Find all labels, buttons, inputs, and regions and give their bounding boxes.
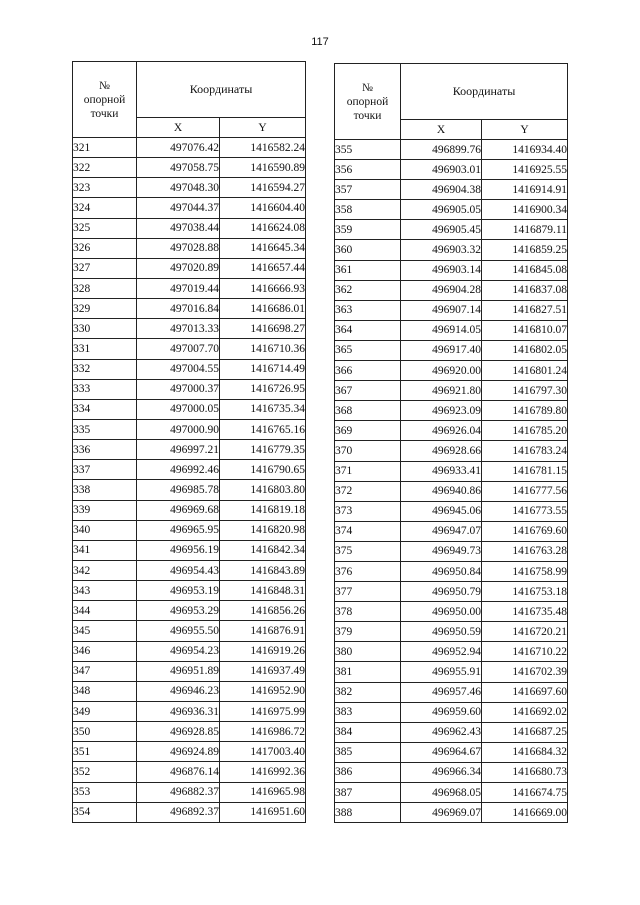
x-coordinate-cell: 496954.43	[137, 560, 220, 580]
y-coordinate-cell: 1416710.22	[482, 642, 568, 662]
point-number-cell: 365	[335, 340, 401, 360]
table-row	[335, 481, 568, 501]
table-row	[335, 180, 568, 200]
y-coordinate-cell: 1416783.24	[482, 441, 568, 461]
x-coordinate-cell: 496928.66	[401, 441, 482, 461]
x-coordinate-cell: 496923.09	[401, 401, 482, 421]
table-body-left	[73, 138, 306, 823]
point-number-cell: 370	[335, 441, 401, 461]
table-row	[73, 399, 306, 419]
x-coordinate-cell: 496954.23	[137, 641, 220, 661]
point-number-cell: 349	[73, 701, 137, 721]
table-row	[335, 200, 568, 220]
y-coordinate-cell: 1416879.11	[482, 220, 568, 240]
table-row	[335, 401, 568, 421]
table-row	[335, 682, 568, 702]
y-coordinate-cell: 1416789.80	[482, 401, 568, 421]
header-point-word: опорной	[346, 95, 389, 108]
y-coordinate-cell: 1416801.24	[482, 361, 568, 381]
x-coordinate-cell: 496965.95	[137, 520, 220, 540]
x-coordinate-cell: 496899.76	[401, 140, 482, 160]
table-row	[335, 642, 568, 662]
table-row	[335, 220, 568, 240]
table-row	[335, 501, 568, 521]
table-row	[73, 158, 306, 178]
y-coordinate-cell: 1416859.25	[482, 240, 568, 260]
y-coordinate-cell: 1416992.36	[220, 762, 306, 782]
x-coordinate-cell: 496921.80	[401, 381, 482, 401]
x-coordinate-cell: 496950.00	[401, 602, 482, 622]
x-coordinate-cell: 496945.06	[401, 501, 482, 521]
point-number-cell: 371	[335, 461, 401, 481]
x-coordinate-cell: 496950.79	[401, 582, 482, 602]
table-row	[335, 662, 568, 682]
point-number-cell: 336	[73, 440, 137, 460]
point-number-cell: 330	[73, 319, 137, 339]
x-coordinate-cell: 497004.55	[137, 359, 220, 379]
y-coordinate-cell: 1416856.26	[220, 601, 306, 621]
y-coordinate-cell: 1416758.99	[482, 561, 568, 581]
table-row	[73, 480, 306, 500]
table-row	[73, 701, 306, 721]
table-row	[335, 280, 568, 300]
x-coordinate-cell: 496955.50	[137, 621, 220, 641]
table-row	[335, 803, 568, 823]
table-row	[73, 238, 306, 258]
y-coordinate-cell: 1416790.65	[220, 460, 306, 480]
y-coordinate-cell: 1416669.00	[482, 803, 568, 823]
point-number-cell: 360	[335, 240, 401, 260]
x-coordinate-cell: 496952.94	[401, 642, 482, 662]
y-coordinate-cell: 1416951.60	[220, 802, 306, 822]
x-coordinate-cell: 496956.19	[137, 540, 220, 560]
header-points-word: точки	[353, 109, 382, 122]
y-coordinate-cell: 1416900.34	[482, 200, 568, 220]
y-coordinate-cell: 1416714.49	[220, 359, 306, 379]
y-coordinate-cell: 1416765.16	[220, 419, 306, 439]
x-coordinate-cell: 496951.89	[137, 661, 220, 681]
point-number-cell: 363	[335, 300, 401, 320]
table-row	[73, 500, 306, 520]
x-coordinate-cell: 496950.84	[401, 561, 482, 581]
y-coordinate-cell: 1416710.36	[220, 339, 306, 359]
point-number-cell: 333	[73, 379, 137, 399]
y-coordinate-cell: 1416876.91	[220, 621, 306, 641]
y-coordinate-cell: 1416797.30	[482, 381, 568, 401]
y-coordinate-cell: 1416763.28	[482, 541, 568, 561]
table-row	[73, 621, 306, 641]
point-number-cell: 322	[73, 158, 137, 178]
point-number-cell: 358	[335, 200, 401, 220]
point-number-cell: 350	[73, 722, 137, 742]
x-coordinate-cell: 496959.60	[401, 702, 482, 722]
x-coordinate-cell: 496940.86	[401, 481, 482, 501]
table-row	[73, 339, 306, 359]
point-number-cell: 334	[73, 399, 137, 419]
x-coordinate-cell: 496964.67	[401, 742, 482, 762]
header-number-sign: №	[99, 79, 110, 92]
point-number-cell: 367	[335, 381, 401, 401]
x-coordinate-cell: 496947.07	[401, 521, 482, 541]
point-number-cell: 380	[335, 642, 401, 662]
x-header: X	[137, 118, 220, 138]
y-coordinate-cell: 1416769.60	[482, 521, 568, 541]
point-number-cell: 328	[73, 278, 137, 298]
x-coordinate-cell: 497016.84	[137, 299, 220, 319]
y-coordinate-cell: 1416674.75	[482, 783, 568, 803]
point-number-cell: 377	[335, 582, 401, 602]
x-coordinate-cell: 497007.70	[137, 339, 220, 359]
point-number-cell: 329	[73, 299, 137, 319]
point-number-cell: 382	[335, 682, 401, 702]
table-row	[73, 178, 306, 198]
y-coordinate-cell: 1416810.07	[482, 320, 568, 340]
x-coordinate-cell: 496907.14	[401, 300, 482, 320]
point-number-cell: 347	[73, 661, 137, 681]
point-number-cell: 348	[73, 681, 137, 701]
point-number-cell: 326	[73, 238, 137, 258]
table-row	[73, 722, 306, 742]
y-coordinate-cell: 1416773.55	[482, 501, 568, 521]
table-row	[73, 782, 306, 802]
point-number-cell: 327	[73, 258, 137, 278]
point-number-cell: 362	[335, 280, 401, 300]
x-coordinate-cell: 496917.40	[401, 340, 482, 360]
y-coordinate-cell: 1416697.60	[482, 682, 568, 702]
y-coordinate-cell: 1416937.49	[220, 661, 306, 681]
table-row	[73, 278, 306, 298]
table-row	[335, 441, 568, 461]
y-coordinate-cell: 1416604.40	[220, 198, 306, 218]
y-coordinate-cell: 1416590.89	[220, 158, 306, 178]
x-coordinate-cell: 496924.89	[137, 742, 220, 762]
table-row	[73, 198, 306, 218]
x-coordinate-cell: 496903.14	[401, 260, 482, 280]
x-coordinate-cell: 496985.78	[137, 480, 220, 500]
x-coordinate-cell: 496882.37	[137, 782, 220, 802]
x-coordinate-cell: 496892.37	[137, 802, 220, 822]
table-row	[335, 783, 568, 803]
coordinates-table-left	[72, 61, 306, 823]
y-coordinate-cell: 1416934.40	[482, 140, 568, 160]
table-row	[73, 762, 306, 782]
point-number-cell: 325	[73, 218, 137, 238]
point-number-cell: 353	[73, 782, 137, 802]
point-number-cell: 376	[335, 561, 401, 581]
y-coordinate-cell: 1416779.35	[220, 440, 306, 460]
table-row	[335, 320, 568, 340]
x-coordinate-cell: 496876.14	[137, 762, 220, 782]
y-coordinate-cell: 1416914.91	[482, 180, 568, 200]
y-coordinate-cell: 1416842.34	[220, 540, 306, 560]
x-header: X	[401, 120, 482, 140]
point-number-cell: 387	[335, 783, 401, 803]
table-row	[73, 440, 306, 460]
y-coordinate-cell: 1416720.21	[482, 622, 568, 642]
x-coordinate-cell: 496950.59	[401, 622, 482, 642]
x-coordinate-cell: 496968.05	[401, 783, 482, 803]
table-row	[335, 622, 568, 642]
point-number-cell: 343	[73, 581, 137, 601]
y-coordinate-cell: 1416735.34	[220, 399, 306, 419]
x-coordinate-cell: 496933.41	[401, 461, 482, 481]
x-coordinate-cell: 497076.42	[137, 138, 220, 158]
y-coordinate-cell: 1416925.55	[482, 160, 568, 180]
point-number-cell: 335	[73, 419, 137, 439]
x-coordinate-cell: 496905.45	[401, 220, 482, 240]
point-number-cell: 369	[335, 421, 401, 441]
y-coordinate-cell: 1416686.01	[220, 299, 306, 319]
y-coordinate-cell: 1416820.98	[220, 520, 306, 540]
table-row	[73, 460, 306, 480]
y-coordinate-cell: 1416645.34	[220, 238, 306, 258]
table-row	[335, 381, 568, 401]
point-number-cell: 364	[335, 320, 401, 340]
point-number-header	[73, 62, 137, 138]
point-number-cell: 344	[73, 601, 137, 621]
y-coordinate-cell: 1417003.40	[220, 742, 306, 762]
x-coordinate-cell: 496926.04	[401, 421, 482, 441]
x-coordinate-cell: 496905.05	[401, 200, 482, 220]
point-number-cell: 352	[73, 762, 137, 782]
x-coordinate-cell: 497000.37	[137, 379, 220, 399]
table-row	[73, 742, 306, 762]
x-coordinate-cell: 496936.31	[137, 701, 220, 721]
point-number-cell: 321	[73, 138, 137, 158]
point-number-cell: 339	[73, 500, 137, 520]
point-number-cell: 356	[335, 160, 401, 180]
x-coordinate-cell: 496992.46	[137, 460, 220, 480]
table-row	[335, 582, 568, 602]
point-number-cell: 379	[335, 622, 401, 642]
table-row	[335, 260, 568, 280]
point-number-cell: 375	[335, 541, 401, 561]
y-coordinate-cell: 1416594.27	[220, 178, 306, 198]
x-coordinate-cell: 496966.34	[401, 762, 482, 782]
table-row	[73, 581, 306, 601]
table-row	[73, 319, 306, 339]
y-coordinate-cell: 1416952.90	[220, 681, 306, 701]
y-coordinate-cell: 1416975.99	[220, 701, 306, 721]
table-row	[73, 601, 306, 621]
table-row	[73, 379, 306, 399]
table-row	[335, 521, 568, 541]
y-coordinate-cell: 1416777.56	[482, 481, 568, 501]
x-coordinate-cell: 497000.05	[137, 399, 220, 419]
header-point-word: опорной	[83, 93, 126, 106]
point-number-cell: 368	[335, 401, 401, 421]
table-row	[73, 802, 306, 822]
header-points-word: точки	[90, 107, 119, 120]
x-coordinate-cell: 497019.44	[137, 278, 220, 298]
table-row	[335, 561, 568, 581]
y-coordinate-cell: 1416753.18	[482, 582, 568, 602]
x-coordinate-cell: 496904.28	[401, 280, 482, 300]
x-coordinate-cell: 497013.33	[137, 319, 220, 339]
point-number-cell: 372	[335, 481, 401, 501]
table-row	[73, 661, 306, 681]
table-row	[335, 602, 568, 622]
x-coordinate-cell: 497044.37	[137, 198, 220, 218]
point-number-cell: 355	[335, 140, 401, 160]
y-coordinate-cell: 1416687.25	[482, 722, 568, 742]
table-row	[73, 359, 306, 379]
x-coordinate-cell: 497020.89	[137, 258, 220, 278]
coordinates-header: Координаты	[137, 62, 306, 118]
y-coordinate-cell: 1416802.05	[482, 340, 568, 360]
point-number-cell: 332	[73, 359, 137, 379]
table-row	[73, 641, 306, 661]
point-number-cell: 359	[335, 220, 401, 240]
point-number-cell: 386	[335, 762, 401, 782]
x-coordinate-cell: 496969.68	[137, 500, 220, 520]
x-coordinate-cell: 496949.73	[401, 541, 482, 561]
y-coordinate-cell: 1416819.18	[220, 500, 306, 520]
table-row	[335, 702, 568, 722]
y-coordinate-cell: 1416848.31	[220, 581, 306, 601]
point-number-cell: 354	[73, 802, 137, 822]
point-number-cell: 374	[335, 521, 401, 541]
y-coordinate-cell: 1416698.27	[220, 319, 306, 339]
x-coordinate-cell: 496969.07	[401, 803, 482, 823]
table-body-right	[335, 140, 568, 823]
y-coordinate-cell: 1416692.02	[482, 702, 568, 722]
y-coordinate-cell: 1416803.80	[220, 480, 306, 500]
x-coordinate-cell: 496955.91	[401, 662, 482, 682]
table-row	[335, 140, 568, 160]
coordinates-table-right	[334, 63, 568, 823]
point-number-cell: 341	[73, 540, 137, 560]
x-coordinate-cell: 496903.01	[401, 160, 482, 180]
y-header: Y	[482, 120, 568, 140]
x-coordinate-cell: 496953.19	[137, 581, 220, 601]
y-coordinate-cell: 1416919.26	[220, 641, 306, 661]
y-coordinate-cell: 1416702.39	[482, 662, 568, 682]
table-row	[73, 560, 306, 580]
x-coordinate-cell: 497048.30	[137, 178, 220, 198]
point-number-cell: 338	[73, 480, 137, 500]
x-coordinate-cell: 497038.44	[137, 218, 220, 238]
table-row	[335, 160, 568, 180]
table-row	[335, 421, 568, 441]
point-number-cell: 361	[335, 260, 401, 280]
table-row	[73, 520, 306, 540]
point-number-header	[335, 64, 401, 140]
x-coordinate-cell: 497028.88	[137, 238, 220, 258]
x-coordinate-cell: 496997.21	[137, 440, 220, 460]
y-coordinate-cell: 1416827.51	[482, 300, 568, 320]
y-coordinate-cell: 1416684.32	[482, 742, 568, 762]
point-number-cell: 383	[335, 702, 401, 722]
table-row	[73, 299, 306, 319]
table-row	[335, 541, 568, 561]
table-row	[335, 461, 568, 481]
point-number-cell: 351	[73, 742, 137, 762]
point-number-cell: 324	[73, 198, 137, 218]
table-row	[73, 218, 306, 238]
page-number: 117	[311, 36, 329, 48]
table-row	[73, 258, 306, 278]
y-coordinate-cell: 1416986.72	[220, 722, 306, 742]
header-number-sign: №	[362, 81, 373, 94]
y-coordinate-cell: 1416843.89	[220, 560, 306, 580]
table-row	[73, 681, 306, 701]
x-coordinate-cell: 496904.38	[401, 180, 482, 200]
point-number-cell: 323	[73, 178, 137, 198]
y-coordinate-cell: 1416965.98	[220, 782, 306, 802]
x-coordinate-cell: 496957.46	[401, 682, 482, 702]
point-number-cell: 366	[335, 361, 401, 381]
table-row	[73, 419, 306, 439]
x-coordinate-cell: 496914.05	[401, 320, 482, 340]
point-number-cell: 340	[73, 520, 137, 540]
table-row	[335, 742, 568, 762]
y-coordinate-cell: 1416680.73	[482, 762, 568, 782]
table-row	[335, 240, 568, 260]
point-number-cell: 342	[73, 560, 137, 580]
y-coordinate-cell: 1416726.95	[220, 379, 306, 399]
x-coordinate-cell: 496946.23	[137, 681, 220, 701]
point-number-cell: 337	[73, 460, 137, 480]
y-coordinate-cell: 1416837.08	[482, 280, 568, 300]
table-row	[73, 138, 306, 158]
x-coordinate-cell: 496928.85	[137, 722, 220, 742]
table-row	[73, 540, 306, 560]
y-coordinate-cell: 1416666.93	[220, 278, 306, 298]
point-number-cell: 345	[73, 621, 137, 641]
point-number-cell: 388	[335, 803, 401, 823]
x-coordinate-cell: 496962.43	[401, 722, 482, 742]
point-number-cell: 331	[73, 339, 137, 359]
point-number-cell: 346	[73, 641, 137, 661]
point-number-cell: 373	[335, 501, 401, 521]
y-coordinate-cell: 1416785.20	[482, 421, 568, 441]
point-number-cell: 381	[335, 662, 401, 682]
point-number-cell: 378	[335, 602, 401, 622]
table-row	[335, 361, 568, 381]
y-coordinate-cell: 1416582.24	[220, 138, 306, 158]
y-header: Y	[220, 118, 306, 138]
table-row	[335, 762, 568, 782]
y-coordinate-cell: 1416657.44	[220, 258, 306, 278]
y-coordinate-cell: 1416845.08	[482, 260, 568, 280]
coordinates-header: Координаты	[401, 64, 568, 120]
point-number-cell: 357	[335, 180, 401, 200]
x-coordinate-cell: 496953.29	[137, 601, 220, 621]
table-row	[335, 300, 568, 320]
x-coordinate-cell: 496903.32	[401, 240, 482, 260]
x-coordinate-cell: 497000.90	[137, 419, 220, 439]
point-number-cell: 385	[335, 742, 401, 762]
table-row	[335, 340, 568, 360]
x-coordinate-cell: 496920.00	[401, 361, 482, 381]
table-row	[335, 722, 568, 742]
y-coordinate-cell: 1416624.08	[220, 218, 306, 238]
y-coordinate-cell: 1416735.48	[482, 602, 568, 622]
x-coordinate-cell: 497058.75	[137, 158, 220, 178]
point-number-cell: 384	[335, 722, 401, 742]
y-coordinate-cell: 1416781.15	[482, 461, 568, 481]
